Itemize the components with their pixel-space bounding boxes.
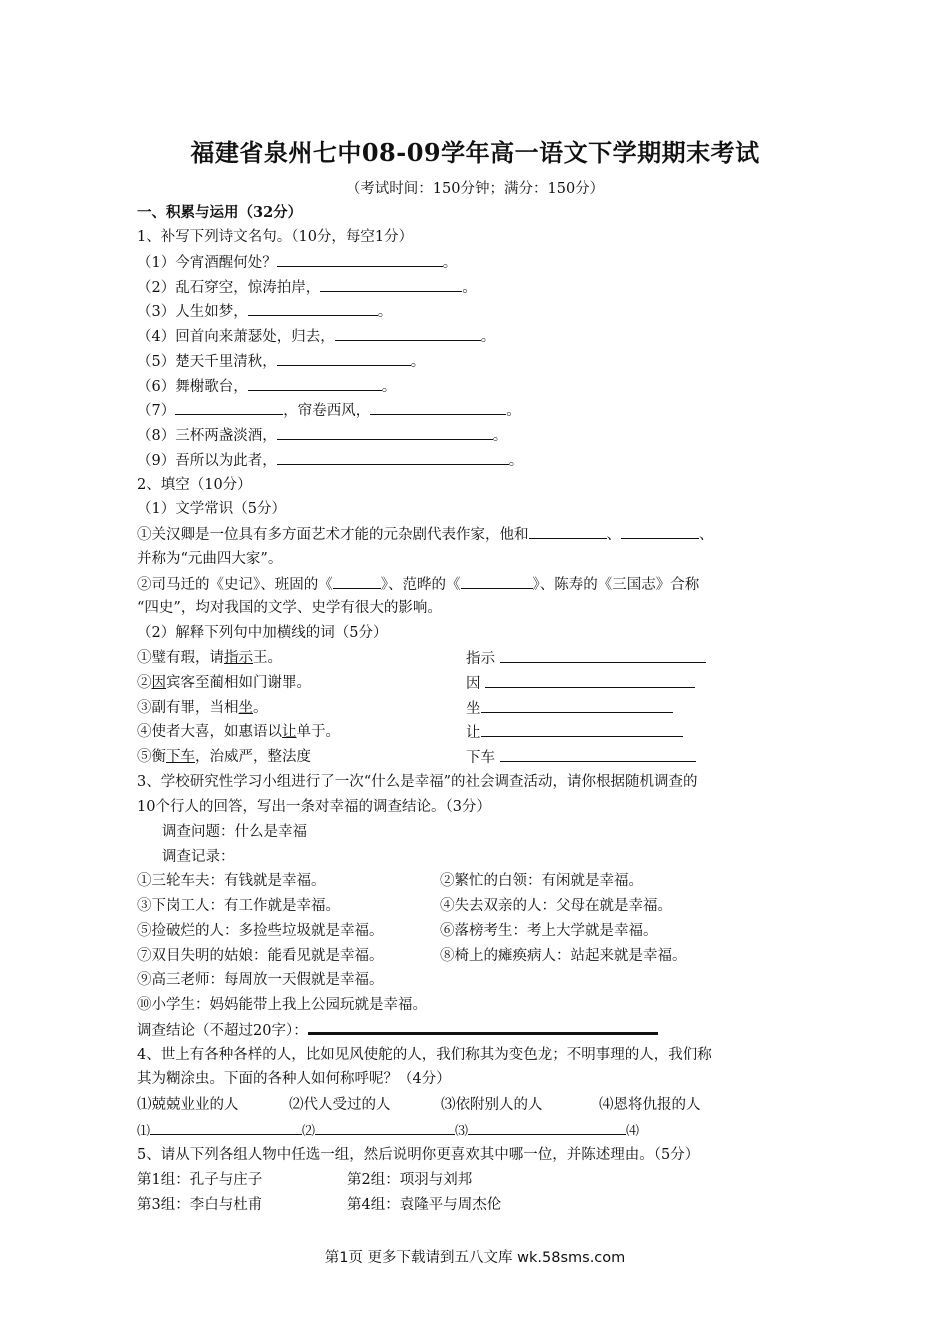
q2-sub-2: （2）解释下列句中加横线的词（5分）	[137, 625, 388, 641]
explain-item-3: ③副有罪，当相坐。	[137, 700, 268, 716]
q1-item-6: （6）舞榭歌台， 。	[137, 376, 396, 397]
q4-option: ⑴兢兢业业的人	[137, 1097, 239, 1113]
survey-question: 调查问题：什么是幸福	[162, 824, 307, 840]
q1-item-7: （7） ，帘卷西风， 。	[137, 400, 521, 421]
page-title: 福建省泉州七中08-09学年高一语文下学期期末考试	[190, 138, 760, 167]
explain-item-4: ④使者大喜，如惠语以让单于。	[137, 724, 340, 740]
q1-item-9: （9）吾所以为此者， 。	[137, 450, 523, 471]
exam-info: （考试时间：150分钟；满分：150分）	[345, 181, 605, 197]
q2-s2-line1: ②司马迁的《史记》、班固的《 》、范晔的《 》、陈寿的《三国志》合称	[137, 574, 699, 595]
q4-answer-blanks: ⑴ ⑵ ⑶ ⑷	[137, 1120, 639, 1142]
explain-answer-5: 下车	[466, 747, 696, 768]
explain-answer-3: 坐	[466, 698, 673, 719]
explain-item-2: ②因宾客至蔺相如门谢罪。	[137, 675, 311, 691]
question-3-stem-1: 3、学校研究性学习小组进行了一次“什么是幸福”的社会调查活动，请你根据随机调查的	[137, 774, 698, 790]
survey-answer: ④失去双亲的人：父母在就是幸福。	[440, 898, 672, 914]
q4-option: ⑶依附别人的人	[441, 1097, 543, 1113]
q2-s2-line2: “四史”，均对我国的文学、史学有很大的影响。	[137, 600, 442, 616]
survey-answer: ⑤捡破烂的人：多捡些垃圾就是幸福。	[137, 923, 384, 939]
q5-group: 第1组：孔子与庄子	[137, 1172, 263, 1188]
explain-answer-1: 指示	[466, 648, 706, 669]
q1-item-3: （3）人生如梦， 。	[137, 301, 392, 322]
section-heading: 一、积累与运用（32分）	[137, 204, 303, 221]
q4-option: ⑵代人受过的人	[289, 1097, 391, 1113]
survey-conclusion: 调查结论（不超过20字）：	[137, 1020, 658, 1041]
q1-item-5: （5）楚天千里清秋， 。	[137, 351, 425, 372]
q2-s1-line2: 并称为“元曲四大家”。	[137, 551, 283, 567]
q1-item-2: （2）乱石穿空，惊涛拍岸， 。	[137, 277, 477, 298]
q1-item-1: （1）今宵酒醒何处？ 。	[137, 252, 457, 273]
explain-item-1: ①璧有瑕，请指示王。	[137, 650, 282, 666]
survey-answer: ②繁忙的白领：有闲就是幸福。	[440, 873, 643, 889]
q5-group: 第4组：袁隆平与周杰伦	[347, 1197, 502, 1213]
q1-item-4: （4）回首向来萧瑟处，归去， 。	[137, 326, 495, 347]
explain-answer-4: 让	[466, 722, 683, 743]
question-5-stem: 5、请从下列各组人物中任选一组，然后说明你更喜欢其中哪一位，并陈述理由。（5分）	[137, 1147, 700, 1163]
q2-s1-line1: ①关汉卿是一位具有多方面艺术才能的元杂剧代表作家，他和 、 、	[137, 524, 714, 545]
survey-answer: ⑧椅上的瘫痪病人：站起来就是幸福。	[440, 948, 687, 964]
survey-answer: ①三轮车夫：有钱就是幸福。	[137, 873, 326, 889]
explain-answer-2: 因	[466, 673, 695, 694]
survey-answer: ⑩小学生：妈妈能带上我上公园玩就是幸福。	[137, 997, 427, 1013]
q5-group: 第2组：项羽与刘邦	[347, 1172, 473, 1188]
page-footer: 第1页 更多下载请到五八文库 wk.58sms.com	[324, 1250, 626, 1266]
survey-answer: ③下岗工人：有工作就是幸福。	[137, 898, 340, 914]
q5-group: 第3组：李白与杜甫	[137, 1197, 263, 1213]
question-4-stem-2: 其为糊涂虫。下面的各种人如何称呼呢？（4分）	[137, 1071, 451, 1087]
question-2-stem: 2、填空（10分）	[137, 477, 252, 493]
survey-answer: ⑨高三老师：每周放一天假就是幸福。	[137, 972, 384, 988]
question-3-stem-2: 10个行人的回答，写出一条对幸福的调查结论。（3分）	[137, 799, 491, 815]
question-4-stem-1: 4、世上有各种各样的人，比如见风使舵的人，我们称其为变色龙；不明事理的人，我们称	[137, 1047, 712, 1063]
q1-item-8: （8）三杯两盏淡酒， 。	[137, 425, 507, 446]
survey-record-label: 调查记录：	[162, 849, 235, 865]
q2-sub-1: （1）文学常识（5分）	[137, 501, 286, 517]
survey-answer: ⑥落榜考生：考上大学就是幸福。	[440, 923, 658, 939]
survey-answer: ⑦双目失明的姑娘：能看见就是幸福。	[137, 948, 384, 964]
explain-item-5: ⑤衡下车，治威严，整法度	[137, 749, 311, 765]
question-1-stem: 1、补写下列诗文名句。（10分，每空1分）	[137, 229, 414, 245]
q4-option: ⑷恩将仇报的人	[599, 1097, 701, 1113]
